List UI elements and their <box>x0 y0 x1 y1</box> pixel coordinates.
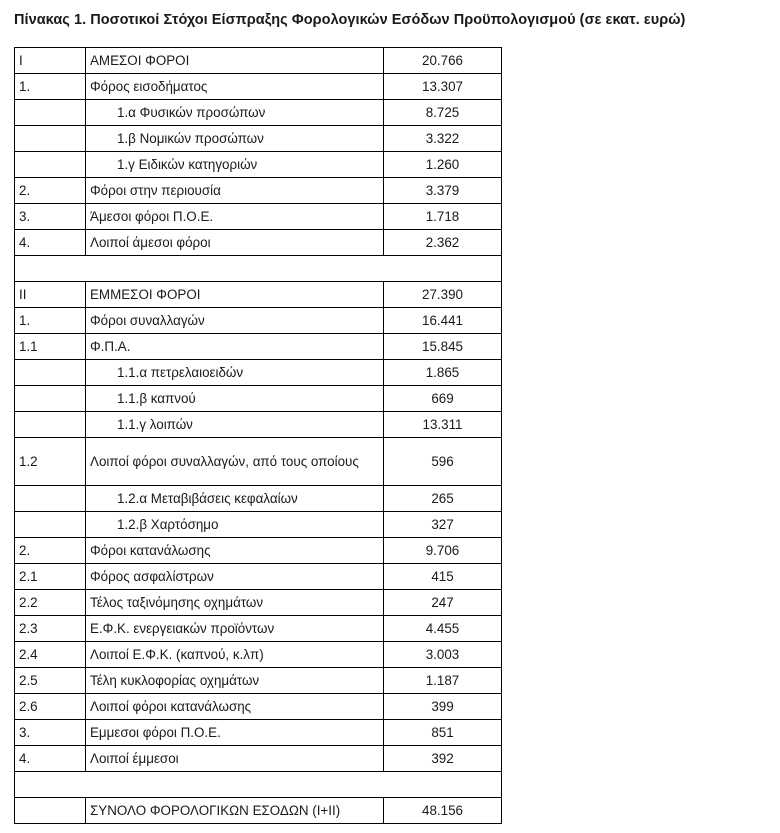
row-label: 1.1.β καπνού <box>86 386 384 412</box>
row-label: ΣΥΝΟΛΟ ΦΟΡΟΛΟΓΙΚΩΝ ΕΣΟΔΩΝ (I+II) <box>86 798 384 824</box>
separator-cell <box>15 256 502 282</box>
table-row <box>15 438 502 486</box>
table-row <box>15 694 502 720</box>
row-label: Άμεσοι φόροι Π.Ο.Ε. <box>86 204 384 230</box>
row-code <box>15 798 86 824</box>
row-code <box>15 386 86 412</box>
row-value: 48.156 <box>384 798 502 824</box>
row-value: 265 <box>384 486 502 512</box>
table-title: Πίνακας 1. Ποσοτικοί Στόχοι Είσπραξης Φορολογικών Εσόδων Προϋπολογισμού (σε εκατ. ευρώ) <box>14 12 686 28</box>
row-label: Φόροι κατανάλωσης <box>86 538 384 564</box>
table-row <box>15 152 502 178</box>
row-code <box>15 512 86 538</box>
row-label: Τέλη κυκλοφορίας οχημάτων <box>86 668 384 694</box>
table-row <box>15 230 502 256</box>
row-code: 3. <box>15 204 86 230</box>
row-value: 1.718 <box>384 204 502 230</box>
row-value: 415 <box>384 564 502 590</box>
table-row <box>15 178 502 204</box>
table-row <box>15 412 502 438</box>
row-label: 1.β Νομικών προσώπων <box>86 126 384 152</box>
row-label: 1.2.β Χαρτόσημο <box>86 512 384 538</box>
row-code: I <box>15 48 86 74</box>
row-code <box>15 486 86 512</box>
row-value: 8.725 <box>384 100 502 126</box>
row-code: 1.2 <box>15 438 86 486</box>
row-label: ΑΜΕΣΟΙ ΦΟΡΟΙ <box>86 48 384 74</box>
row-label: 1.1.γ λοιπών <box>86 412 384 438</box>
row-label: Εμμεσοι φόροι Π.Ο.Ε. <box>86 720 384 746</box>
table-row <box>15 48 502 74</box>
row-code <box>15 152 86 178</box>
table-row <box>15 74 502 100</box>
table-row <box>15 746 502 772</box>
table-row <box>15 720 502 746</box>
row-value: 9.706 <box>384 538 502 564</box>
row-label: 1.γ Ειδικών κατηγοριών <box>86 152 384 178</box>
table-row <box>15 360 502 386</box>
row-label: Φόρος ασφαλίστρων <box>86 564 384 590</box>
table-row <box>15 204 502 230</box>
table-row <box>15 668 502 694</box>
separator-row <box>15 256 502 282</box>
row-code: 2.1 <box>15 564 86 590</box>
row-code: 2.3 <box>15 616 86 642</box>
row-value: 392 <box>384 746 502 772</box>
row-label: 1.1.α πετρελαιοειδών <box>86 360 384 386</box>
row-label: Λοιποί φόροι κατανάλωσης <box>86 694 384 720</box>
row-code: 2. <box>15 538 86 564</box>
row-label: Λοιποί άμεσοι φόροι <box>86 230 384 256</box>
table-body <box>15 48 502 824</box>
row-value: 851 <box>384 720 502 746</box>
table-row <box>15 616 502 642</box>
row-value: 3.322 <box>384 126 502 152</box>
row-code: 1. <box>15 74 86 100</box>
separator-cell <box>15 772 502 798</box>
row-code: 1.1 <box>15 334 86 360</box>
row-value: 20.766 <box>384 48 502 74</box>
table-row <box>15 512 502 538</box>
row-code: 2.2 <box>15 590 86 616</box>
table-row <box>15 308 502 334</box>
row-code <box>15 360 86 386</box>
tax-revenue-table <box>14 47 502 824</box>
table-row <box>15 564 502 590</box>
table-row <box>15 538 502 564</box>
row-label: Λοιποί έμμεσοι <box>86 746 384 772</box>
row-label: Φόροι συναλλαγών <box>86 308 384 334</box>
row-label: ΕΜΜΕΣΟΙ ΦΟΡΟΙ <box>86 282 384 308</box>
table-row <box>15 642 502 668</box>
table-row <box>15 334 502 360</box>
table-row <box>15 282 502 308</box>
row-label: 1.α Φυσικών προσώπων <box>86 100 384 126</box>
row-code <box>15 100 86 126</box>
row-value: 2.362 <box>384 230 502 256</box>
row-code: 1. <box>15 308 86 334</box>
row-value: 1.187 <box>384 668 502 694</box>
row-value: 13.311 <box>384 412 502 438</box>
row-value: 3.003 <box>384 642 502 668</box>
table-row <box>15 126 502 152</box>
row-label: Λοιποί φόροι συναλλαγών, από τους οποίους <box>86 438 384 486</box>
table-row <box>15 386 502 412</box>
row-value: 596 <box>384 438 502 486</box>
row-value: 399 <box>384 694 502 720</box>
row-code: 2.6 <box>15 694 86 720</box>
row-label: Φόρος εισοδήματος <box>86 74 384 100</box>
row-value: 15.845 <box>384 334 502 360</box>
row-label: Ε.Φ.Κ. ενεργειακών προϊόντων <box>86 616 384 642</box>
row-value: 13.307 <box>384 74 502 100</box>
row-value: 4.455 <box>384 616 502 642</box>
row-label: Φ.Π.Α. <box>86 334 384 360</box>
row-code: 4. <box>15 746 86 772</box>
row-label: Τέλος ταξινόμησης οχημάτων <box>86 590 384 616</box>
row-code: 2. <box>15 178 86 204</box>
row-code: II <box>15 282 86 308</box>
row-label: 1.2.α Μεταβιβάσεις κεφαλαίων <box>86 486 384 512</box>
table-row <box>15 798 502 824</box>
row-label: Φόροι στην περιουσία <box>86 178 384 204</box>
separator-row <box>15 772 502 798</box>
table-row <box>15 590 502 616</box>
row-code: 2.5 <box>15 668 86 694</box>
table-row <box>15 486 502 512</box>
row-value: 3.379 <box>384 178 502 204</box>
row-code <box>15 412 86 438</box>
row-value: 27.390 <box>384 282 502 308</box>
row-code: 3. <box>15 720 86 746</box>
row-value: 1.865 <box>384 360 502 386</box>
row-code <box>15 126 86 152</box>
row-value: 1.260 <box>384 152 502 178</box>
row-label: Λοιποί Ε.Φ.Κ. (καπνού, κ.λπ) <box>86 642 384 668</box>
row-code: 4. <box>15 230 86 256</box>
row-code: 2.4 <box>15 642 86 668</box>
table-row <box>15 100 502 126</box>
row-value: 16.441 <box>384 308 502 334</box>
row-value: 669 <box>384 386 502 412</box>
row-value: 247 <box>384 590 502 616</box>
row-value: 327 <box>384 512 502 538</box>
